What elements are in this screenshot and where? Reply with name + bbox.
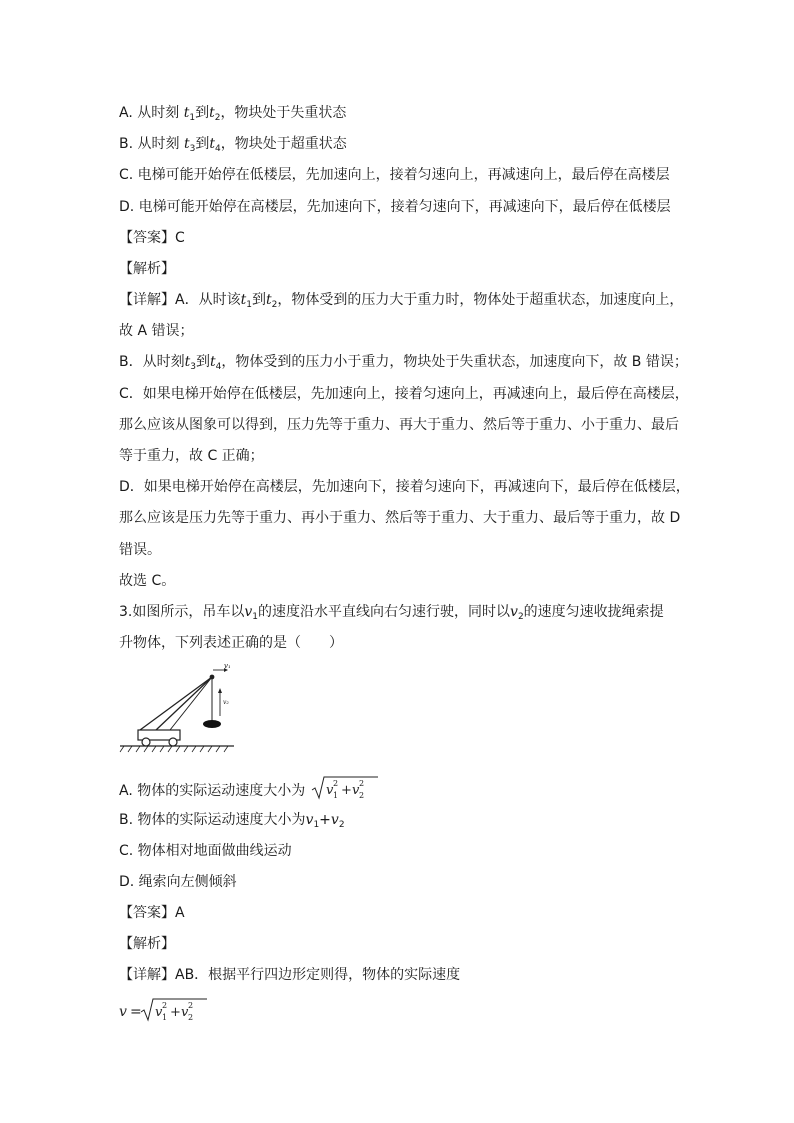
option-b-line: B. 从时刻 $t_3$到$t_4$，物块处于超重状态	[119, 136, 347, 154]
option-c-line: C. 电梯可能开始停在低楼层，先加速向上，接着匀速向上，再减速向上，最后停在高楼层	[119, 167, 670, 183]
detail-c-line: C．如果电梯开始停在低楼层，先加速向上，接着匀速向上，再减速向上，最后停在高楼层，	[119, 386, 689, 402]
v2-label: v₂	[223, 699, 229, 706]
detail-c-cont1: 那么应该从图象可以得到，压力先等于重力、再大于重力、然后等于重力、小于重力、最后	[119, 417, 679, 433]
v1-label: v₁	[224, 662, 231, 670]
choice-d[interactable]: D. 绳索向左侧倾斜	[119, 874, 237, 890]
option-a-line: A. 从时刻 $t_1$到$t_2$，物块处于失重状态	[119, 105, 347, 123]
detail-d-cont2: 错误。	[119, 542, 161, 558]
crane-diagram	[118, 660, 238, 760]
answer-line-2: 【答案】A	[119, 905, 185, 921]
svg-text:2: 2	[358, 779, 364, 788]
svg-text:+: +	[340, 783, 352, 798]
answer-line: 【答案】C	[119, 230, 185, 246]
detail-d-line: D．如果电梯开始停在高楼层，先加速向下，接着匀速向下，再减速向下，最后停在低楼层，	[119, 479, 690, 495]
formula-expression	[119, 996, 209, 1030]
choice-c[interactable]: C. 物体相对地面做曲线运动	[119, 843, 292, 859]
svg-text:2: 2	[188, 1001, 194, 1010]
question-3-line2: 升物体，下列表述正确的是（ ）	[119, 635, 343, 651]
svg-text:v: v	[351, 783, 360, 798]
choice-b[interactable]: B. 物体的实际运动速度大小为$v_1+v_2$	[119, 812, 345, 830]
svg-text:=: =	[130, 1004, 142, 1020]
svg-text:2: 2	[358, 791, 364, 800]
svg-text:1: 1	[332, 791, 338, 800]
svg-text:+: +	[170, 1005, 181, 1020]
formula-svg	[119, 996, 209, 1024]
svg-text:2: 2	[332, 779, 338, 788]
choose-line: 故选 C。	[119, 573, 176, 589]
crane-figure	[118, 660, 238, 764]
detail-ab-line: 【详解】AB．根据平行四边形定则得，物体的实际速度	[119, 967, 461, 983]
detail-a-line: 【详解】A．从时该$t_1$到$t_2$，物体受到的压力大于重力时，物体处于超重状态，加速度向上，	[119, 292, 684, 310]
svg-text:v: v	[181, 1005, 189, 1020]
sqrt-expression	[310, 775, 380, 807]
sqrt-symbol	[310, 775, 380, 801]
detail-c-cont2: 等于重力，故 C 正确；	[119, 448, 264, 464]
svg-text:2: 2	[162, 1001, 168, 1010]
analysis-heading-2: 【解析】	[119, 936, 175, 952]
svg-text:v: v	[119, 1004, 127, 1020]
svg-text:1: 1	[162, 1013, 168, 1022]
svg-text:2: 2	[188, 1013, 194, 1022]
analysis-heading: 【解析】	[119, 261, 175, 277]
detail-d-cont1: 那么应该是压力先等于重力、再小于重力、然后等于重力、大于重力、最后等于重力，故 D	[119, 510, 681, 526]
choice-a[interactable]: A. 物体的实际运动速度大小为 v 2 1 + v 2 2	[119, 775, 679, 807]
question-3-line1: 3.如图所示，吊车以$v_1$的速度沿水平直线向右匀速行驶，同时以$v_2$的速度匀速收拢绳索提	[119, 604, 664, 622]
svg-text:v: v	[155, 1005, 163, 1020]
velocity-formula	[119, 996, 679, 1030]
detail-b-line: B．从时刻$t_3$到$t_4$，物体受到的压力小于重力，物块处于失重状态，加速度向下，故 B 错误；	[119, 354, 688, 372]
option-d-line: D. 电梯可能开始停在高楼层，先加速向下，接着匀速向下，再减速向下，最后停在低楼层	[119, 199, 671, 215]
detail-a-cont: 故 A 错误；	[119, 323, 194, 339]
svg-text:v: v	[325, 783, 334, 798]
